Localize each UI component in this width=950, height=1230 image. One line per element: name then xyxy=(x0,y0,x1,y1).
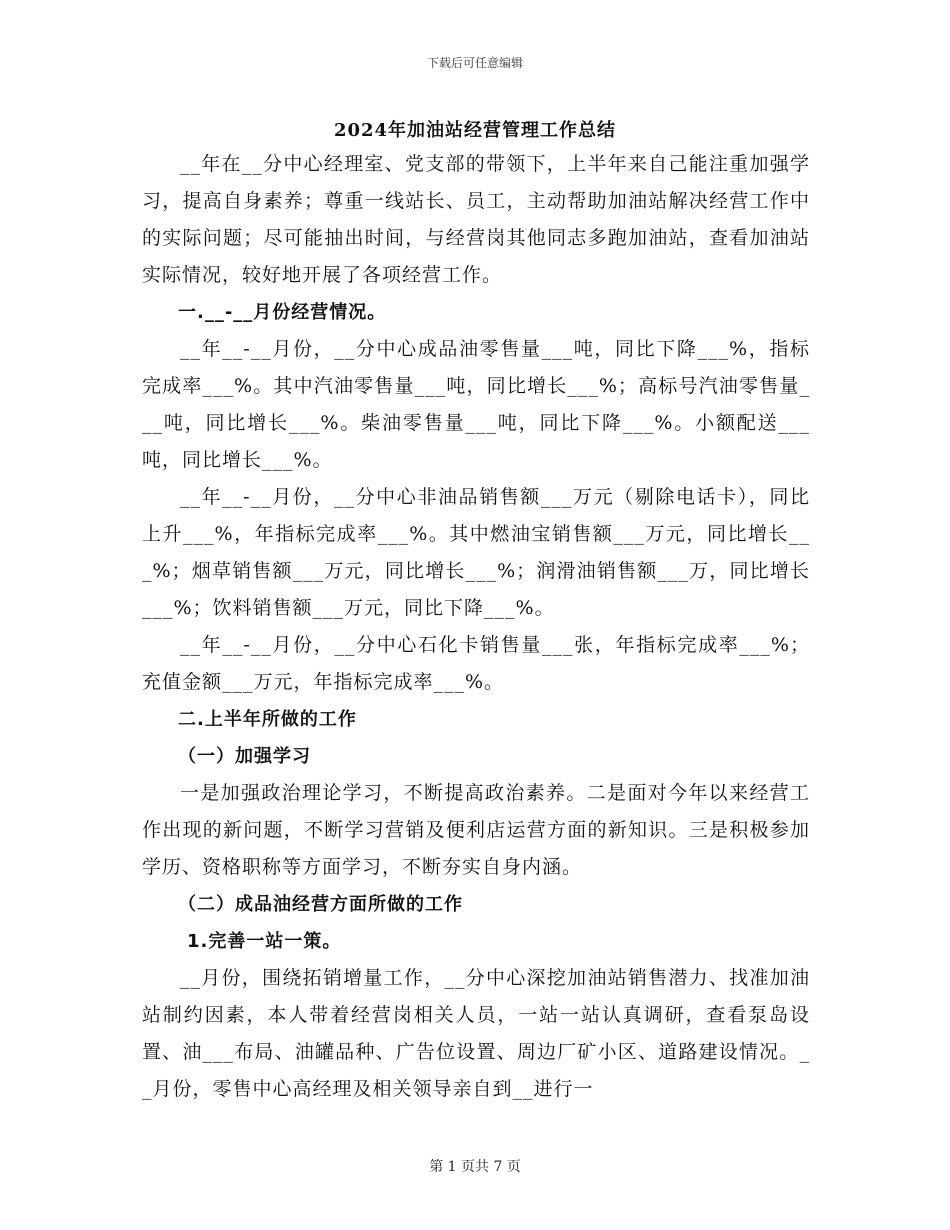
document-body xyxy=(142,146,810,1108)
subsection-heading-2: （二）成品油经营方面所做的工作 xyxy=(178,894,463,915)
one-station-policy-paragraph: __月份，围绕拓销增量工作，__分中心深挖加油站销售潜力、找准加油站制约因素，本人带着经营岗相关人员，一站一站认真调研，查看泵岛设置、油___布局、油罐品种、广告位设置、周边厂矿小区、道路建设情况。__月份，零售中心高经理及相关领导亲自到__进行一 xyxy=(142,967,810,1100)
document-title: 2024年加油站经营管理工作总结 xyxy=(333,120,617,141)
card-sales-paragraph: __年__-__月份，__分中心石化卡销售量___张，年指标完成率___%；充值金额___万元，年指标完成率___%。 xyxy=(142,634,810,693)
study-paragraph: 一是加强政治理论学习，不断提高政治素养。二是面对今年以来经营工作出现的新问题，不断学习营销及便利店运营方面的新知识。三是积极参加学历、资格职称等方面学习，不断夯实自身内涵。 xyxy=(142,782,810,878)
non-oil-sales-paragraph: __年__-__月份，__分中心非油品销售额___万元（剔除电话卡），同比上升___%，年指标完成率___%。其中燃油宝销售额___万元，同比增长___%；烟草销售额___万元，同比增长___%；润滑油销售额___万，同比增长___%；饮料销售额___万元，同比下降___%。 xyxy=(142,486,810,619)
subsection-heading-1: （一）加强学习 xyxy=(178,746,311,767)
intro-paragraph: __年在__分中心经理室、党支部的带领下，上半年来自己能注重加强学习，提高自身素养；尊重一线站长、员工，主动帮助加油站解决经营工作中的实际问题；尽可能抽出时间，与经营岗其他同志多跑加油站，查看加油站实际情况，较好地开展了各项经营工作。 xyxy=(142,153,810,286)
header-note: 下载后可任意编辑 xyxy=(426,56,523,70)
section-heading-1: 一.__-__月份经营情况。 xyxy=(178,302,387,323)
page-footer: 第 1 页共 7 页 xyxy=(429,1159,521,1175)
section-heading-2: 二.上半年所做的工作 xyxy=(178,709,357,730)
fuel-sales-paragraph: __年__-__月份，__分中心成品油零售量___吨，同比下降___%，指标完成率___%。其中汽油零售量___吨，同比增长___%；高标号汽油零售量___吨，同比增长___%。柴油零售量___吨，同比下降___%。小额配送___吨，同比增长___%。 xyxy=(142,338,810,471)
item-heading-1: 1.完善一站一策。 xyxy=(187,931,342,952)
